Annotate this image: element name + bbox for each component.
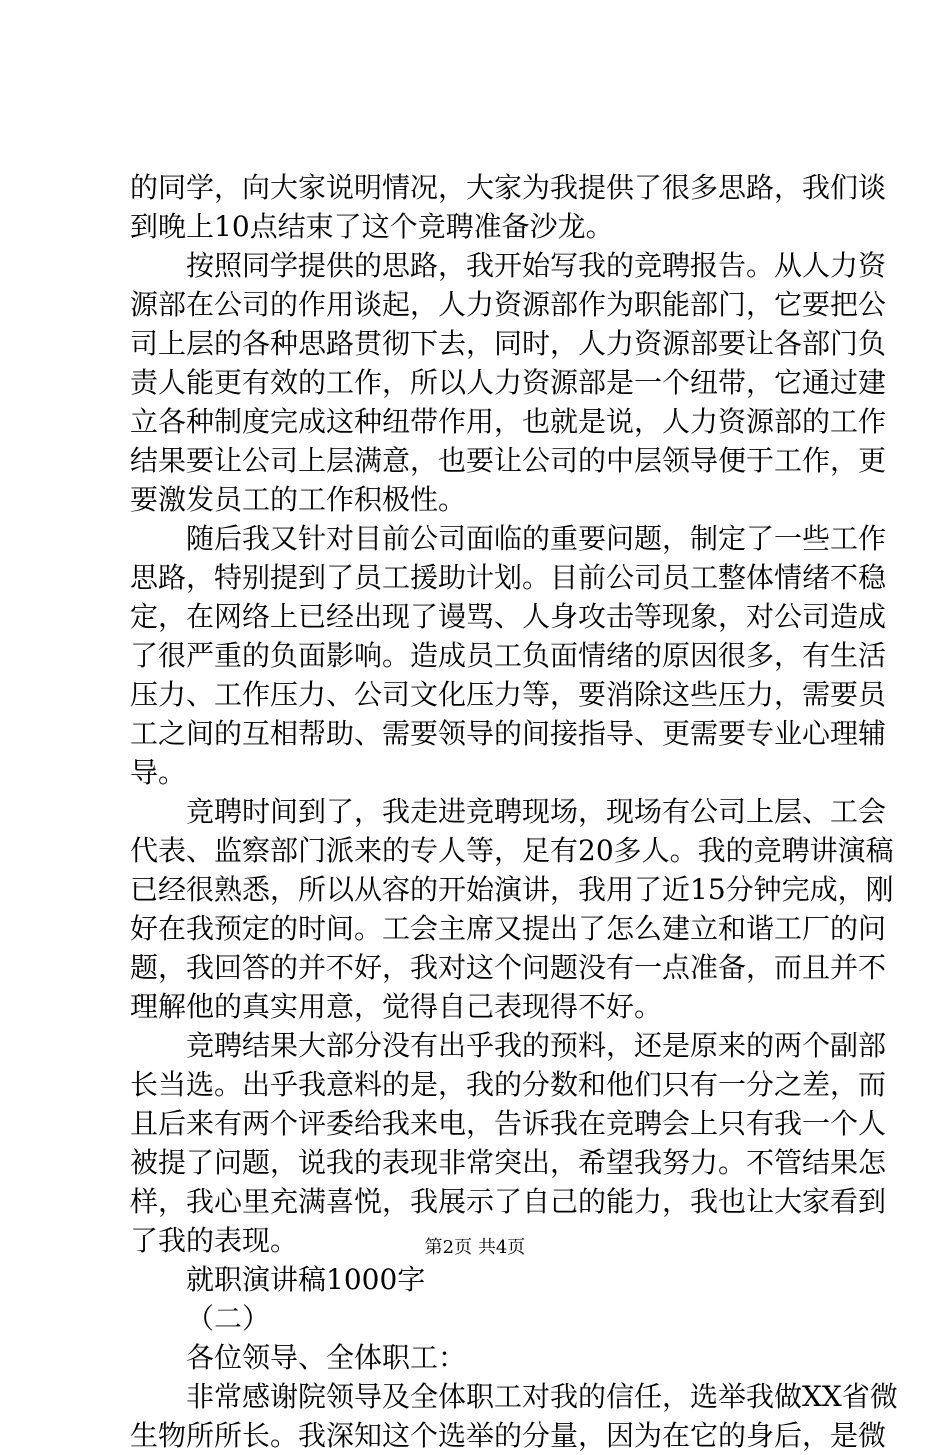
text-line: 立各种制度完成这种纽带作用，也就是说，人力资源部的工作 <box>130 405 887 438</box>
text-line: 的同学，向大家说明情况，大家为我提供了很多思路，我们谈 <box>130 171 887 204</box>
text-line: 题，我回答的并不好，我对这个问题没有一点准备，而且并不 <box>130 951 887 984</box>
text-line: 就职演讲稿1000字 <box>186 1263 426 1296</box>
page-footer: 第2页 共4页 <box>424 1237 526 1258</box>
text-line: 竞聘结果大部分没有出乎我的预料，还是原来的两个副部 <box>186 1029 887 1062</box>
document-body <box>130 168 898 1455</box>
text-line: 样，我心里充满喜悦，我展示了自己的能力，我也让大家看到 <box>130 1185 887 1218</box>
text-line: 且后来有两个评委给我来电，告诉我在竞聘会上只有我一个人 <box>130 1107 887 1140</box>
text-line: （二） <box>186 1302 271 1335</box>
text-line: 长当选。出乎我意料的是，我的分数和他们只有一分之差，而 <box>130 1068 887 1101</box>
text-line: 被提了问题，说我的表现非常突出，希望我努力。不管结果怎 <box>130 1146 887 1179</box>
text-line: 代表、监察部门派来的专人等，足有20多人。我的竞聘讲演稿 <box>130 834 894 867</box>
text-line: 好在我预定的时间。工会主席又提出了怎么建立和谐工厂的问 <box>130 912 887 945</box>
text-line: 了很严重的负面影响。造成员工负面情绪的原因很多，有生活 <box>130 639 887 672</box>
text-line: 了我的表现。 <box>130 1224 299 1257</box>
text-line: 定，在网络上已经出现了谩骂、人身攻击等现象，对公司造成 <box>130 600 887 633</box>
text-line: 按照同学提供的思路，我开始写我的竞聘报告。从人力资 <box>186 249 887 282</box>
text-line: 理解他的真实用意，觉得自己表现得不好。 <box>130 990 663 1023</box>
text-line: 随后我又针对目前公司面临的重要问题，制定了一些工作 <box>186 522 887 555</box>
text-line: 竞聘时间到了，我走进竞聘现场，现场有公司上层、工会 <box>186 795 887 828</box>
text-line: 压力、工作压力、公司文化压力等，要消除这些压力，需要员 <box>130 678 887 711</box>
text-line: 各位领导、全体职工： <box>186 1341 467 1374</box>
text-line: 要激发员工的工作积极性。 <box>130 483 467 516</box>
text-line: 到晚上10点结束了这个竞聘准备沙龙。 <box>130 210 614 243</box>
text-line: 非常感谢院领导及全体职工对我的信任，选举我做XX省微 <box>186 1380 898 1413</box>
text-line: 源部在公司的作用谈起，人力资源部作为职能部门，它要把公 <box>130 288 887 321</box>
text-line: 思路，特别提到了员工援助计划。目前公司员工整体情绪不稳 <box>130 561 887 594</box>
text-line: 司上层的各种思路贯彻下去，同时，人力资源部要让各部门负 <box>130 327 887 360</box>
text-line: 结果要让公司上层满意，也要让公司的中层领导便于工作，更 <box>130 444 887 477</box>
text-line: 工之间的互相帮助、需要领导的间接指导、更需要专业心理辅 <box>130 717 887 750</box>
text-line: 生物所所长。我深知这个选举的分量，因为在它的身后，是微 <box>130 1419 887 1452</box>
text-line: 导。 <box>130 756 187 789</box>
text-line: 已经很熟悉，所以从容的开始演讲，我用了近15分钟完成，刚 <box>130 873 894 906</box>
text-line: 责人能更有效的工作，所以人力资源部是一个纽带，它通过建 <box>130 366 887 399</box>
